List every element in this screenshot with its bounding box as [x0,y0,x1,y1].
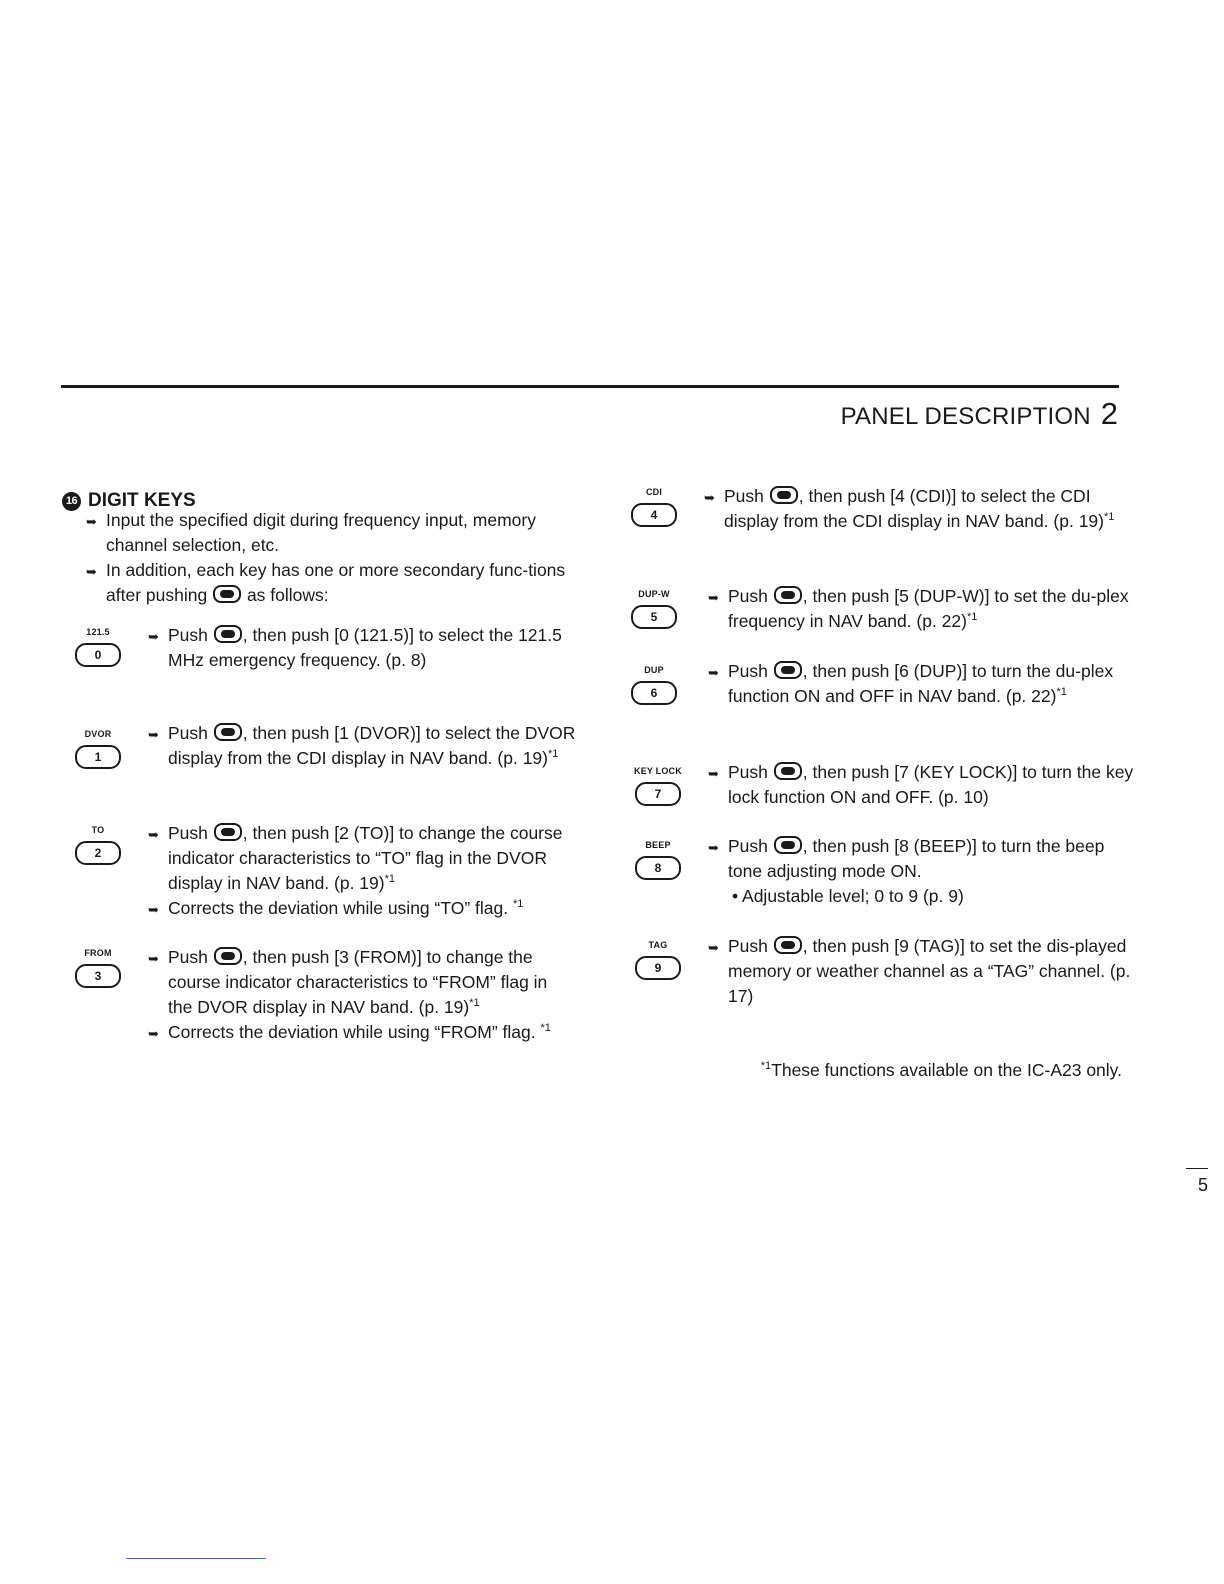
key-label: FROM [84,948,112,958]
footnote-marker: *1 [760,1060,772,1073]
digit-key-icon: 3 [75,964,121,988]
footnote-marker: *1 [469,997,480,1010]
key-4 [613,487,695,527]
digit-key-icon: 7 [635,782,681,806]
key-1-description: ➥ Push , then push [1 (DVOR)] to select the DVOR display from the CDI display in NAV band. (p. 19)$^{*1}$ [148,723,576,768]
key-label: DVOR [84,729,112,739]
arrow-icon: ➥ [148,727,159,742]
function-key-icon [774,836,802,854]
header-rule [61,385,1119,388]
key-9 [617,940,699,980]
section-title: DIGIT KEYS [88,490,196,511]
digit-key-icon: 2 [75,841,121,865]
footnote: $^{*1}$These functions available on the IC-A23 only. [760,1060,1122,1080]
function-key-icon [214,947,242,965]
arrow-icon: ➥ [708,840,719,855]
function-key-icon [774,586,802,604]
function-key-icon [774,661,802,679]
key-label: DUP [644,665,664,675]
arrow-icon: ➥ [86,514,97,529]
chapter-title: PANEL DESCRIPTION [840,403,1091,430]
page-number: 5 [1186,1168,1208,1196]
arrow-icon: ➥ [708,665,719,680]
function-key-icon [770,486,798,504]
arrow-icon: ➥ [708,590,719,605]
key-6-description: ➥ Push , then push [6 (DUP)] to turn the du-plex function ON and OFF in NAV band. (p. 22)$^{*1}$ [708,661,1114,706]
arrow-icon: ➥ [708,766,719,781]
key-3 [57,948,139,988]
key-8-description: ➥ Push , then push [8 (BEEP)] to turn the beep tone adjusting mode ON. • Adjustable level; 0 to 9 (p. 9) [708,834,1122,909]
footnote-marker: *1 [547,748,559,761]
digit-key-icon: 0 [75,643,121,667]
footnote-marker: *1 [384,873,396,886]
function-key-icon [214,823,242,841]
arrow-icon: ➥ [148,902,159,917]
function-key-icon [214,723,242,741]
key-label: TAG [648,940,668,950]
digit-key-icon: 5 [631,605,677,629]
key-3-description: ➥ Push , then push [3 (FROM)] to change the course indicator characteristics to “FROM” flag in the DVOR display in NAV band. (p. 19)$^{*1}$ ➥ Corrects the deviation while using “FROM” flag. $^{*1}$ [148,945,570,1045]
key-label: BEEP [645,840,671,850]
footnote-marker: *1 [966,611,978,624]
key-5 [613,589,695,629]
arrow-icon: ➥ [704,490,715,505]
digit-key-icon: 8 [635,856,681,880]
key-0-description: ➥ Push , then push [0 (121.5)] to select the 121.5 MHz emergency frequency. (p. 8) [148,625,562,670]
intro-bullet-2: ➥ In addition, each key has one or more secondary func-tions after pushing as follows: [86,560,566,605]
key-label: TO [91,825,105,835]
function-key-icon [774,762,802,780]
key-label: KEY LOCK [634,766,682,776]
key-label: 121.5 [86,627,110,637]
digit-key-icon: 9 [635,956,681,980]
arrow-icon: ➥ [148,951,159,966]
digit-key-icon: 6 [631,681,677,705]
function-key-icon [213,585,241,603]
key-7-description: ➥ Push , then push [7 (KEY LOCK)] to turn the key lock function ON and OFF. (p. 10) [708,762,1134,807]
arrow-icon: ➥ [148,1026,159,1041]
footnote-marker: *1 [1103,511,1115,524]
digit-key-icon: 4 [631,503,677,527]
page-header [841,396,1118,432]
bottom-line [126,1558,266,1559]
arrow-icon: ➥ [148,827,159,842]
key-1 [57,729,139,769]
function-key-icon [214,625,242,643]
key-label: DUP-W [638,589,670,599]
key-4-description: ➥ Push , then push [4 (CDI)] to select the CDI display from the CDI display in NAV band. (p. 19)$^{*1}$ [704,486,1115,531]
chapter-number: 2 [1100,396,1118,431]
digit-key-icon: 1 [75,745,121,769]
key-label: CDI [645,487,663,497]
section-intro [86,508,570,608]
key-2 [57,825,139,865]
footnote-marker: *1 [540,1022,551,1035]
arrow-icon: ➥ [708,940,719,955]
key-0 [57,627,139,667]
key-8-sub-note: • Adjustable level; 0 to 9 (p. 9) [732,886,964,906]
key-9-description: ➥ Push , then push [9 (TAG)] to set the dis-played memory or weather channel as a “TAG” channel. (p. 17) [708,936,1131,1006]
arrow-icon: ➥ [148,629,159,644]
intro-bullet-1: ➥ Input the specified digit during frequency input, memory channel selection, etc. [86,510,536,555]
key-5-description: ➥ Push , then push [5 (DUP-W)] to set the du-plex frequency in NAV band. (p. 22)$^{*1}$ [708,586,1129,631]
footnote-marker: *1 [1056,686,1067,699]
key-2-description: ➥ Push , then push [2 (TO)] to change the course indicator characteristics to “TO” flag in the DVOR display in NAV band. (p. 19)$^{*1}$ ➥ Corrects the deviation while using “TO” flag. $^{*1}$ [148,821,570,921]
function-key-icon [774,936,802,954]
key-6 [613,665,695,705]
footnote-marker: *1 [512,898,524,911]
section-number-badge: 16 [62,492,81,511]
key-8 [617,840,699,880]
arrow-icon: ➥ [86,564,97,579]
key-7 [617,766,699,806]
